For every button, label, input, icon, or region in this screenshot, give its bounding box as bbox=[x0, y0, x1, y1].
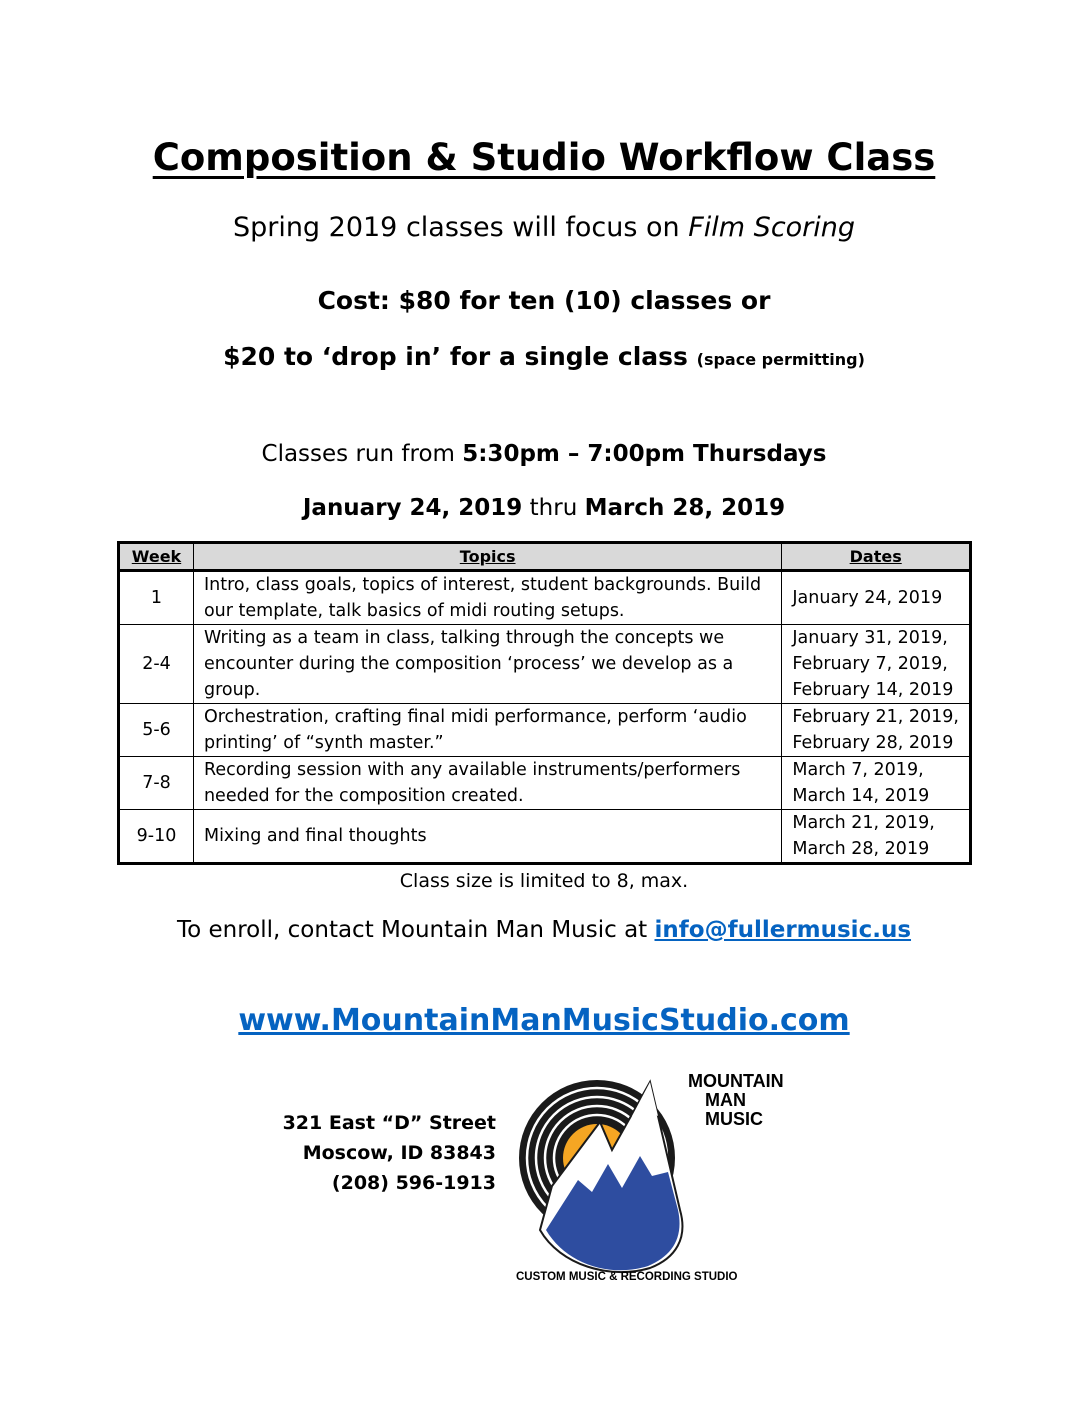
end-date: March 28, 2019 bbox=[584, 495, 786, 521]
cost-line-2 bbox=[0, 338, 1088, 379]
week-cell: 2-4 bbox=[119, 625, 194, 704]
class-time bbox=[0, 436, 1088, 472]
topic-cell: Recording session with any available instruments/performers needed for the composition created. bbox=[193, 757, 781, 810]
start-date: January 24, 2019 bbox=[302, 495, 523, 521]
dates-cell bbox=[782, 757, 971, 810]
subtitle-prefix: Spring 2019 classes will focus on bbox=[232, 212, 680, 243]
table-row bbox=[119, 704, 971, 757]
week-cell: 5-6 bbox=[119, 704, 194, 757]
street-address: 321 East “D” Street bbox=[282, 1112, 496, 1134]
date-line: February 21, 2019, bbox=[792, 707, 959, 727]
table-row bbox=[119, 757, 971, 810]
thru-word: thru bbox=[529, 495, 578, 521]
week-cell: 7-8 bbox=[119, 757, 194, 810]
date-line: March 21, 2019, bbox=[792, 813, 935, 833]
website-link[interactable]: www.MountainManMusicStudio.com bbox=[238, 1003, 850, 1038]
class-size-note: Class size is limited to 8, max. bbox=[399, 870, 689, 892]
mountain-man-music-logo bbox=[500, 1060, 790, 1300]
table-header-row bbox=[119, 543, 971, 571]
date-line: March 28, 2019 bbox=[792, 839, 930, 859]
class-time-prefix: Classes run from bbox=[261, 441, 455, 467]
week-cell: 9-10 bbox=[119, 810, 194, 864]
topic-cell: Intro, class goals, topics of interest, student backgrounds. Build our template, talk basics of midi routing setups. bbox=[193, 571, 781, 625]
phone-number: (208) 596-1913 bbox=[331, 1172, 496, 1194]
logo-name-line-3: MUSIC bbox=[705, 1109, 763, 1129]
class-time-value: 5:30pm – 7:00pm Thursdays bbox=[462, 441, 827, 467]
logo-name-line-1: MOUNTAIN bbox=[688, 1071, 784, 1091]
week-cell: 1 bbox=[119, 571, 194, 625]
schedule-table bbox=[117, 541, 972, 865]
subtitle-focus: Film Scoring bbox=[688, 212, 856, 243]
drop-in-cost: $20 to ‘drop in’ for a single class bbox=[223, 342, 688, 371]
table-row bbox=[119, 571, 971, 625]
topic-cell: Orchestration, crafting final midi performance, perform ‘audio printing’ of “synth master.” bbox=[193, 704, 781, 757]
date-line: March 14, 2019 bbox=[792, 786, 930, 806]
date-line: February 28, 2019 bbox=[792, 733, 954, 753]
header-dates: Dates bbox=[782, 543, 971, 571]
dates-cell bbox=[782, 810, 971, 864]
logo-tagline: CUSTOM MUSIC & RECORDING STUDIO bbox=[516, 1271, 738, 1283]
city-state-zip: Moscow, ID 83843 bbox=[302, 1142, 496, 1164]
topic-cell: Writing as a team in class, talking through the concepts we encounter during the composition ‘process’ we develop as a group. bbox=[193, 625, 781, 704]
address-block bbox=[250, 1108, 496, 1198]
header-topics: Topics bbox=[193, 543, 781, 571]
header-week: Week bbox=[119, 543, 194, 571]
date-line: January 24, 2019 bbox=[792, 588, 943, 608]
topic-cell: Mixing and final thoughts bbox=[193, 810, 781, 864]
enroll-line bbox=[0, 912, 1088, 948]
table-row bbox=[119, 625, 971, 704]
email-link[interactable]: info@fullermusic.us bbox=[654, 917, 912, 943]
cost-line-1: Cost: $80 for ten (10) classes or bbox=[317, 286, 771, 315]
date-line: March 7, 2019, bbox=[792, 760, 924, 780]
dates-cell bbox=[782, 704, 971, 757]
subtitle bbox=[0, 208, 1088, 248]
website bbox=[0, 999, 1088, 1043]
class-date-range bbox=[0, 490, 1088, 526]
enroll-prefix: To enroll, contact Mountain Man Music at bbox=[176, 917, 648, 943]
page-title: Composition & Studio Workflow Class bbox=[152, 136, 936, 179]
table-row bbox=[119, 810, 971, 864]
space-note: (space permitting) bbox=[696, 350, 865, 369]
date-line: February 7, 2019, bbox=[792, 654, 948, 674]
logo-name-line-2: MAN bbox=[705, 1090, 746, 1110]
dates-cell bbox=[782, 571, 971, 625]
dates-cell bbox=[782, 625, 971, 704]
date-line: January 31, 2019, bbox=[792, 628, 948, 648]
date-line: February 14, 2019 bbox=[792, 680, 954, 700]
